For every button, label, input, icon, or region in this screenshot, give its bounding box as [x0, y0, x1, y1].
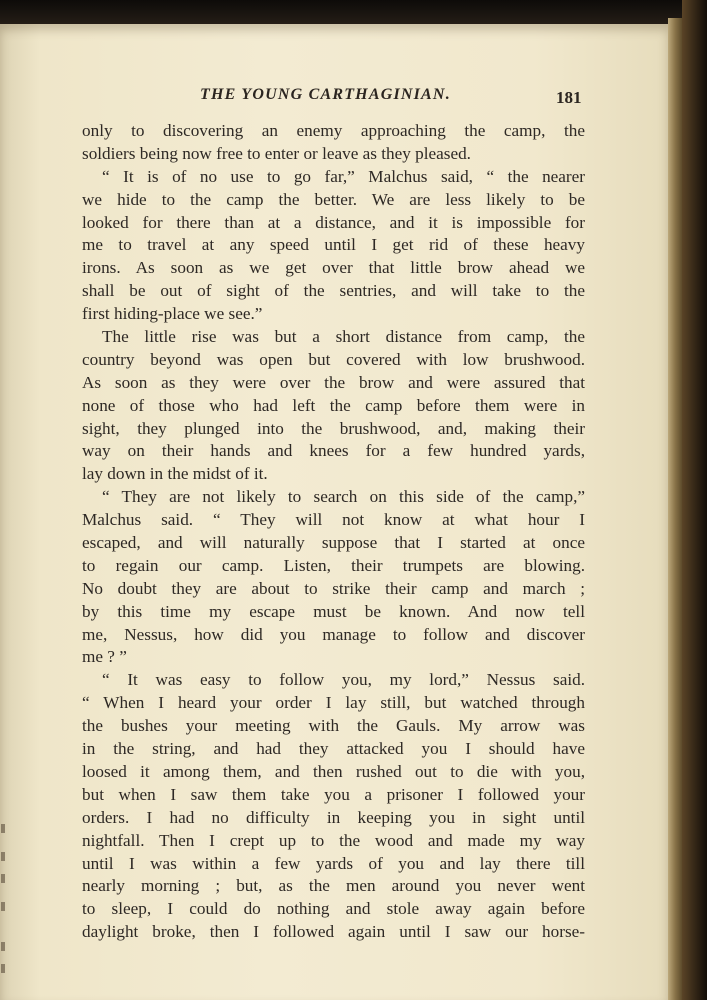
text-line: “ When I heard your order I lay still, but watched through	[82, 693, 585, 713]
book-binding	[682, 0, 707, 1000]
text-line: in the string, and had they attacked you I should have	[82, 739, 585, 759]
text-line: the bushes your meeting with the Gauls. My arrow was	[82, 716, 585, 736]
text-line: nearly morning ; but, as the men around you never went	[82, 876, 585, 896]
page-number: 181	[556, 88, 582, 107]
text-line: none of those who had left the camp before them were in	[82, 395, 585, 415]
text-line: escaped, and will naturally suppose that I started at once	[82, 533, 585, 553]
text-line: me ? ”	[82, 647, 127, 667]
text-line: “ They are not likely to search on this side of the camp,”	[102, 487, 585, 507]
text-line: only to discovering an enemy approaching the camp, the	[82, 121, 585, 140]
text-line: looked for there than at a distance, and it is impossible for	[82, 212, 585, 232]
running-title: THE YOUNG CARTHAGINIAN.	[200, 86, 451, 103]
text-line: but when I saw them take you a prisoner I followed your	[82, 784, 585, 804]
text-line: No doubt they are about to strike their camp and march ;	[82, 578, 585, 598]
text-line: “ It is of no use to go far,” Malchus said, “ the nearer	[102, 166, 585, 186]
margin-marks	[0, 824, 8, 984]
text-line: nightfall. Then I crept up to the wood and made my way	[82, 830, 585, 850]
text-line: irons. As soon as we get over that little brow ahead we	[82, 258, 585, 278]
text-line: “ It was easy to follow you, my lord,” Nessus said.	[102, 670, 585, 690]
text-line: daylight broke, then I followed again until I saw our horse-	[82, 922, 585, 942]
text-line: me to travel at any speed until I get rid of these heavy	[82, 235, 585, 255]
page-edge	[668, 18, 682, 1000]
text-line: Malchus said. “ They will not know at what hour I	[82, 510, 585, 530]
page-header	[0, 86, 668, 110]
text-line: country beyond was open but covered with low brushwood.	[82, 349, 585, 369]
text-line: As soon as they were over the brow and were assured that	[82, 372, 585, 392]
text-line: sight, they plunged into the brushwood, and, making their	[82, 418, 585, 438]
text-line: The little rise was but a short distance from camp, the	[102, 327, 585, 347]
text-line: way on their hands and knees for a few hundred yards,	[82, 441, 585, 461]
text-line: lay down in the midst of it.	[82, 464, 268, 484]
text-line: soldiers being now free to enter or leave as they pleased.	[82, 143, 471, 163]
text-line: until I was within a few yards of you and lay there till	[82, 853, 585, 873]
body-text	[82, 120, 585, 944]
text-line: by this time my escape must be known. And now tell	[82, 601, 585, 621]
text-line: we hide to the camp the better. We are less likely to be	[82, 189, 585, 209]
text-line: shall be out of sight of the sentries, and will take to the	[82, 281, 585, 301]
text-line: me, Nessus, how did you manage to follow and discover	[82, 624, 585, 644]
text-line: loosed it among them, and then rushed out to die with you,	[82, 761, 585, 781]
text-line: first hiding-place we see.”	[82, 304, 263, 324]
text-line: to regain our camp. Listen, their trumpets are blowing.	[82, 555, 585, 575]
text-line: orders. I had no difficulty in keeping you in sight until	[82, 807, 585, 827]
text-line: to sleep, I could do nothing and stole away again before	[82, 899, 585, 919]
